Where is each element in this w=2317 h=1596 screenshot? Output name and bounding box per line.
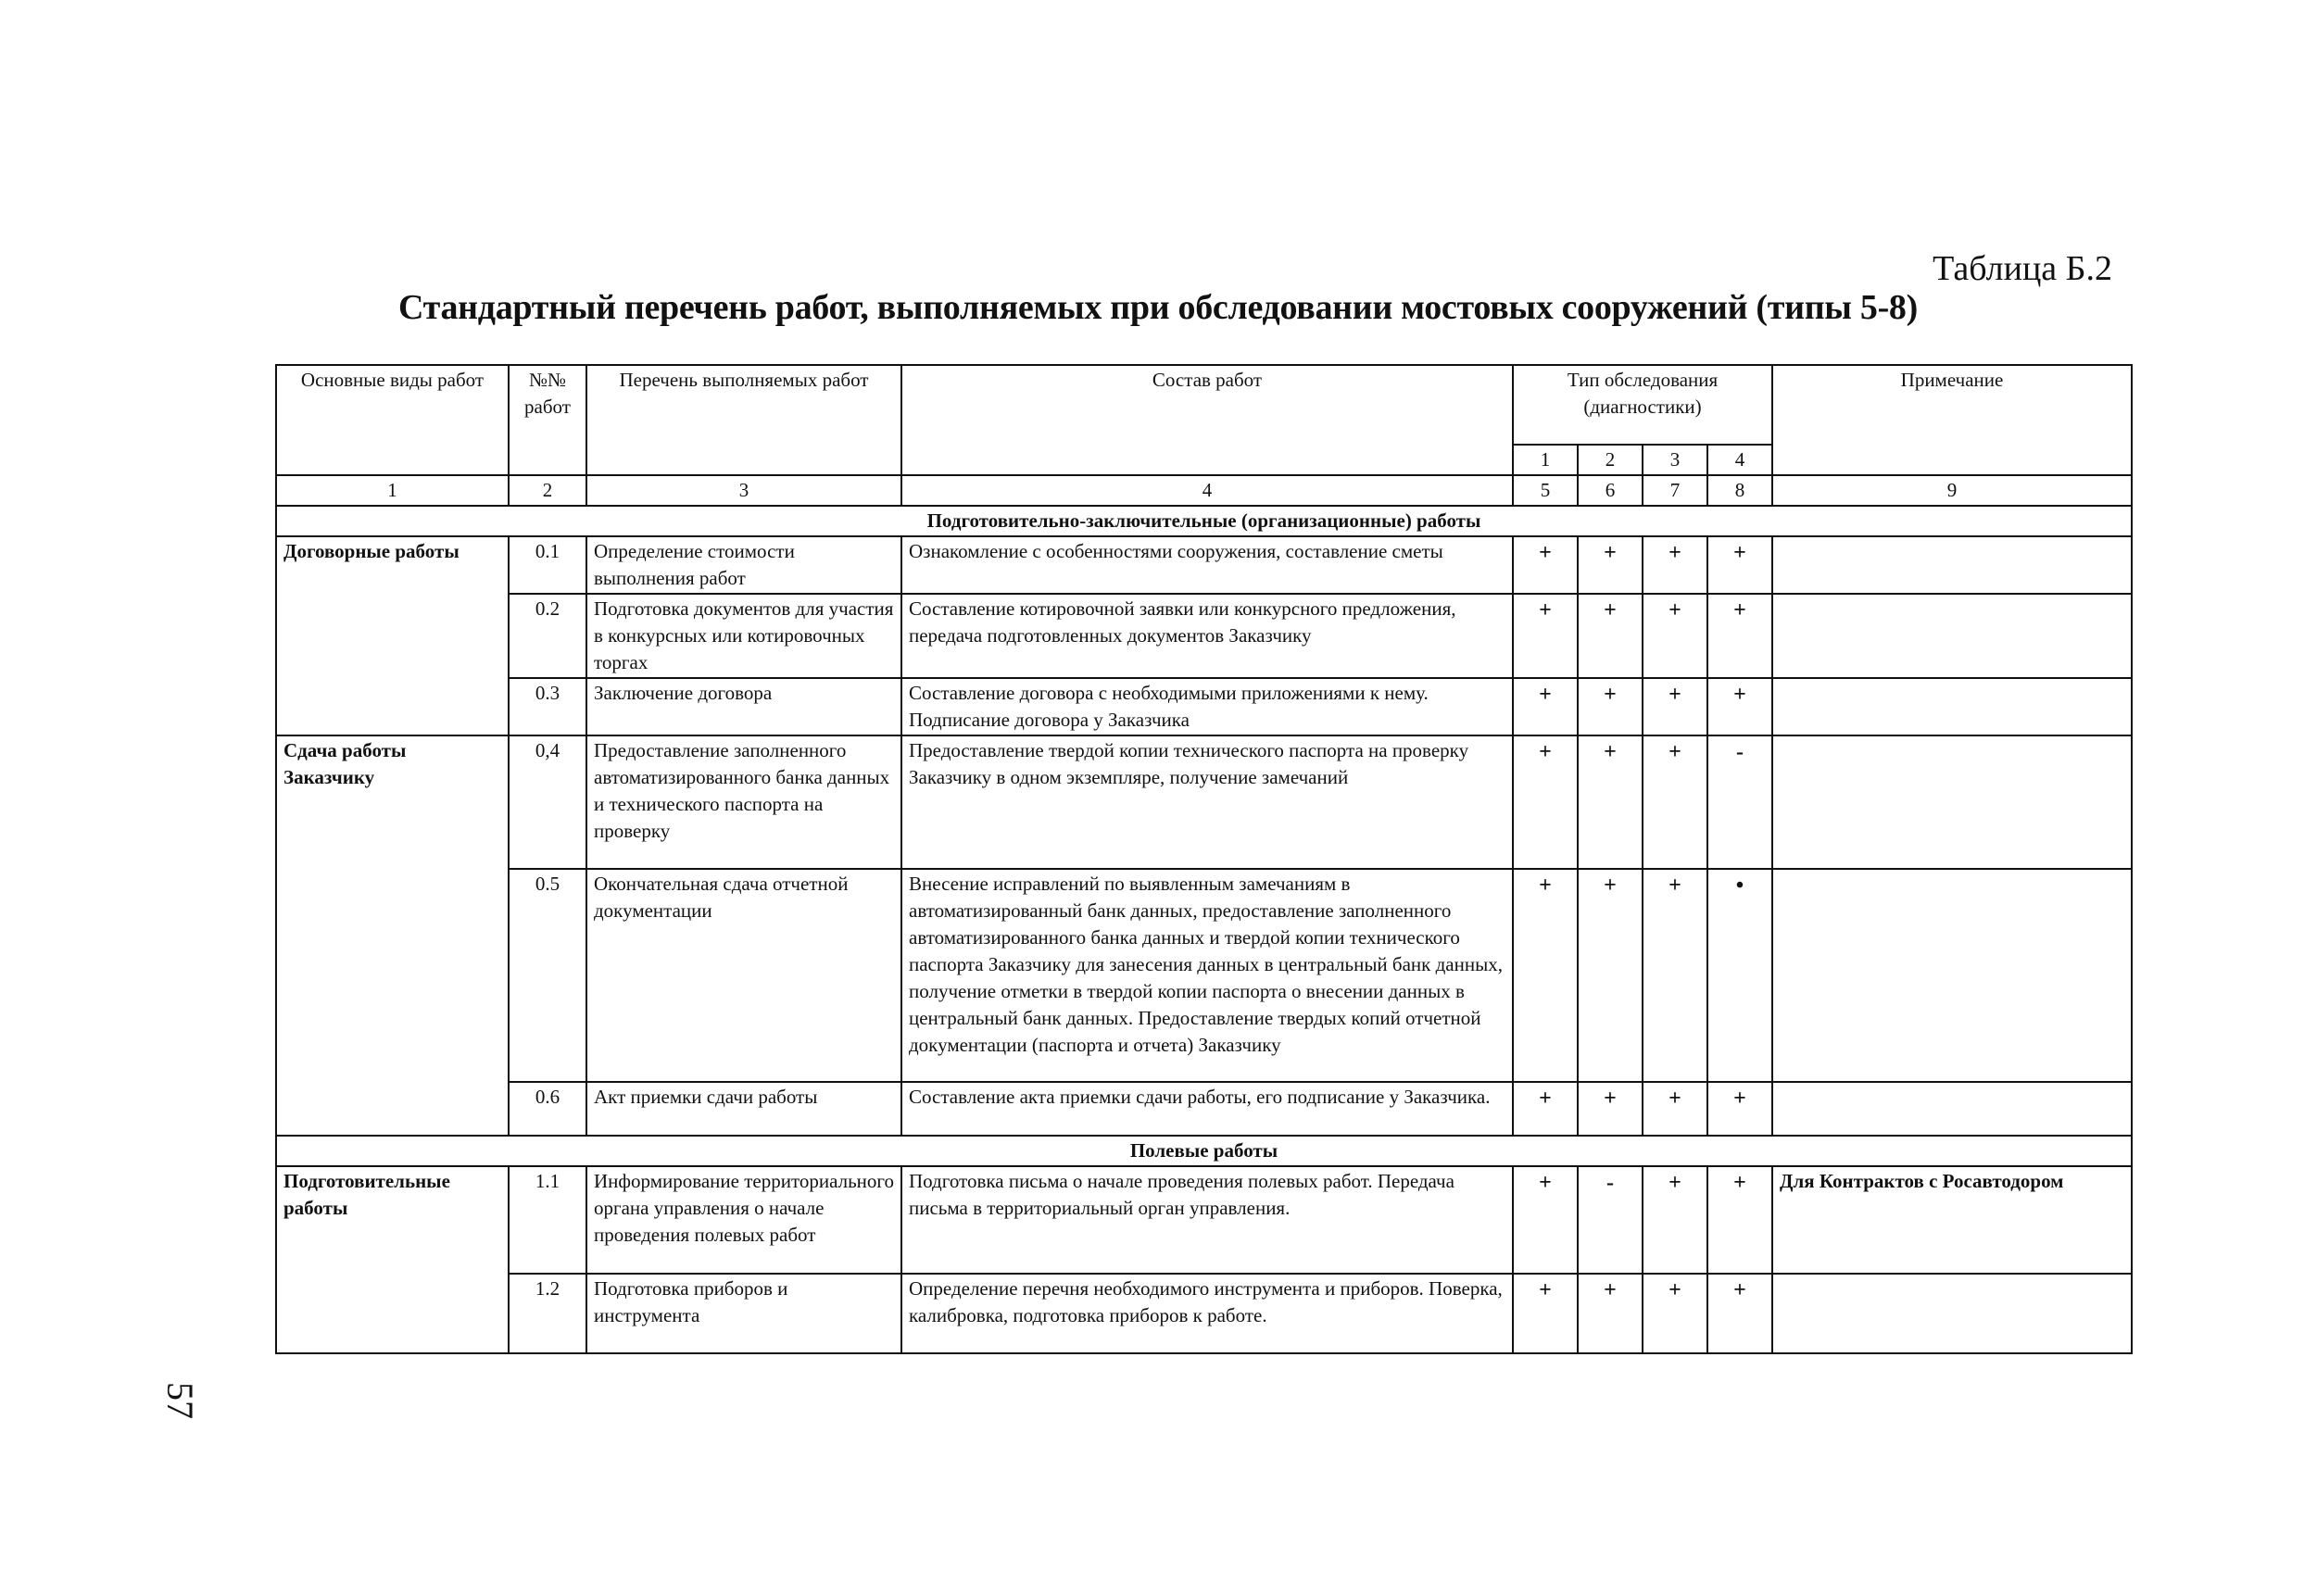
survey-mark: +: [1578, 735, 1643, 869]
works-table: [275, 364, 2133, 1354]
survey-mark: +: [1513, 536, 1578, 594]
header-basic-types: Основные виды работ: [276, 365, 509, 475]
column-number: 7: [1643, 475, 1707, 506]
table-row: [276, 735, 2132, 869]
note-cell: [1772, 594, 2132, 678]
work-number: 0.1: [509, 536, 586, 594]
note-cell: [1772, 1082, 2132, 1136]
survey-mark: +: [1578, 594, 1643, 678]
work-name: Окончательная сдача отчетной документации: [586, 869, 901, 1082]
survey-mark: +: [1513, 594, 1578, 678]
survey-mark: +: [1513, 1274, 1578, 1353]
table-row: [276, 1082, 2132, 1136]
work-number: 1.2: [509, 1274, 586, 1353]
survey-mark: +: [1707, 536, 1772, 594]
survey-mark: -: [1578, 1166, 1643, 1274]
note-cell: [1772, 678, 2132, 735]
column-number: 5: [1513, 475, 1578, 506]
survey-mark: +: [1643, 536, 1707, 594]
survey-mark: +: [1578, 678, 1643, 735]
survey-mark: +: [1513, 735, 1578, 869]
survey-mark: +: [1578, 1082, 1643, 1136]
survey-mark: +: [1643, 1274, 1707, 1353]
survey-mark: +: [1643, 1082, 1707, 1136]
header-survey-subtype-2: 2: [1578, 445, 1643, 475]
column-number: 4: [901, 475, 1513, 506]
header-note: Примечание: [1772, 365, 2132, 475]
survey-mark: -: [1707, 735, 1772, 869]
work-content: Составление договора с необходимыми приложениями к нему. Подписание договора у Заказчика: [901, 678, 1513, 735]
survey-mark: +: [1643, 594, 1707, 678]
survey-mark: +: [1578, 869, 1643, 1082]
table-row: [276, 594, 2132, 678]
survey-mark: +: [1643, 869, 1707, 1082]
note-cell: [1772, 735, 2132, 869]
work-number: 1.1: [509, 1166, 586, 1274]
work-content: Составление котировочной заявки или конкурсного предложения, передача подготовленных документов Заказчику: [901, 594, 1513, 678]
survey-mark: +: [1707, 594, 1772, 678]
page-number: 57: [159, 1382, 201, 1419]
section-title: Подготовительно-заключительные (организационные) работы: [276, 506, 2132, 536]
header-works-content: Состав работ: [901, 365, 1513, 475]
work-name: Акт приемки сдачи работы: [586, 1082, 901, 1136]
header-survey-type: Тип обследования (диагностики): [1513, 365, 1772, 445]
note-cell: [1772, 1274, 2132, 1353]
work-content: Предоставление твердой копии технического паспорта на проверку Заказчику в одном экземпляре, получение замечаний: [901, 735, 1513, 869]
work-content: Внесение исправлений по выявленным замечаниям в автоматизированный банк данных, предоставление заполненного автоматизированного банка данных и твердой копии технического паспорта Заказчику для занесения данных в центральный банк данных, получение отметки в твердой копии паспорта о внесении данных в центральный банк данных. Предоставление твердых копий отчетной документации (паспорта и отчета) Заказчику: [901, 869, 1513, 1082]
column-number: 2: [509, 475, 586, 506]
work-name: Определение стоимости выполнения работ: [586, 536, 901, 594]
work-content: Определение перечня необходимого инструмента и приборов. Поверка, калибровка, подготовка приборов к работе.: [901, 1274, 1513, 1353]
table-row: [276, 1274, 2132, 1353]
work-content: Ознакомление с особенностями сооружения, составление сметы: [901, 536, 1513, 594]
work-name: Информирование территориального органа управления о начале проведения полевых работ: [586, 1166, 901, 1274]
work-content: Подготовка письма о начале проведения полевых работ. Передача письма в территориальный орган управления.: [901, 1166, 1513, 1274]
note-cell: Для Контрактов с Росавтодором: [1772, 1166, 2132, 1274]
header-survey-subtype-4: 4: [1707, 445, 1772, 475]
survey-mark: +: [1707, 1274, 1772, 1353]
section-row: [276, 1136, 2132, 1166]
survey-mark: •: [1707, 869, 1772, 1082]
work-number: 0.3: [509, 678, 586, 735]
section-row: [276, 506, 2132, 536]
survey-mark: +: [1513, 1166, 1578, 1274]
table-row: [276, 1166, 2132, 1274]
group-name: Сдача работы Заказчику: [276, 735, 509, 1136]
table-header-row: [276, 365, 2132, 445]
work-number: 0.2: [509, 594, 586, 678]
table-row: [276, 536, 2132, 594]
section-title: Полевые работы: [276, 1136, 2132, 1166]
work-content: Составление акта приемки сдачи работы, его подписание у Заказчика.: [901, 1082, 1513, 1136]
header-works-list: Перечень выполняемых работ: [586, 365, 901, 475]
column-number-row: [276, 475, 2132, 506]
survey-mark: +: [1578, 1274, 1643, 1353]
work-name: Заключение договора: [586, 678, 901, 735]
column-number: 6: [1578, 475, 1643, 506]
table-label: Таблица Б.2: [1933, 249, 2112, 288]
survey-mark: +: [1513, 678, 1578, 735]
work-number: 0.5: [509, 869, 586, 1082]
work-name: Предоставление заполненного автоматизированного банка данных и технического паспорта на проверку: [586, 735, 901, 869]
survey-mark: +: [1513, 869, 1578, 1082]
column-number: 9: [1772, 475, 2132, 506]
survey-mark: +: [1643, 735, 1707, 869]
work-number: 0,4: [509, 735, 586, 869]
work-number: 0.6: [509, 1082, 586, 1136]
survey-mark: +: [1643, 1166, 1707, 1274]
document-title: Стандартный перечень работ, выполняемых при обследовании мостовых сооружений (типы 5-8): [398, 288, 1918, 327]
survey-mark: +: [1707, 1082, 1772, 1136]
column-number: 1: [276, 475, 509, 506]
survey-mark: +: [1578, 536, 1643, 594]
column-number: 3: [586, 475, 901, 506]
group-name: Договорные работы: [276, 536, 509, 735]
column-number: 8: [1707, 475, 1772, 506]
survey-mark: +: [1513, 1082, 1578, 1136]
header-survey-subtype-3: 3: [1643, 445, 1707, 475]
note-cell: [1772, 536, 2132, 594]
work-name: Подготовка документов для участия в конкурсных или котировочных торгах: [586, 594, 901, 678]
survey-mark: +: [1707, 1166, 1772, 1274]
header-survey-subtype-1: 1: [1513, 445, 1578, 475]
survey-mark: +: [1643, 678, 1707, 735]
table-row: [276, 869, 2132, 1082]
survey-mark: +: [1707, 678, 1772, 735]
note-cell: [1772, 869, 2132, 1082]
group-name: Подготовительные работы: [276, 1166, 509, 1353]
work-name: Подготовка приборов и инструмента: [586, 1274, 901, 1353]
table-row: [276, 678, 2132, 735]
header-work-numbers: №№ работ: [509, 365, 586, 475]
